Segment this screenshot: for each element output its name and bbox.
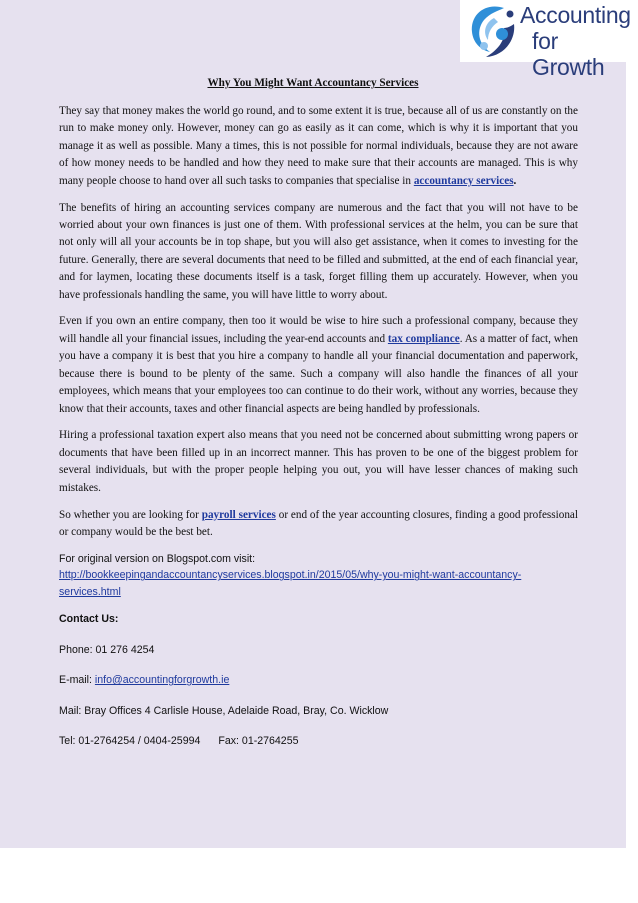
paragraph-5-start: So whether you are looking for — [59, 508, 202, 521]
contact-mail: Mail: Bray Offices 4 Carlisle House, Adelaide Road, Bray, Co. Wicklow — [59, 704, 389, 717]
paragraph-3 — [59, 313, 578, 417]
growth-swirl-icon — [464, 2, 520, 60]
paragraph-4: Hiring a professional taxation expert also means that you need not be concerned about submitting wrong papers or documents that have been filled up in an incorrect manner. This has proven to be one of the biggest problem for several individuals, but with the proper people helping you out, you will have lesser chances of making such mistakes. — [59, 429, 578, 494]
paragraph-2: The benefits of hiring an accounting services company are numerous and the fact that you will not have to be worried about your own finances is just one of them. With professional services at the helm, you can be sure that not only will all your accounts be in top shape, but you will also get assistance, when it comes to investing for the future. Generally, there are several documents that need to be filled and submitted, at the end of each financial year, and for laymen, locating these documents itself is a task, forget filling them up accurately. However, when you have professionals handling the same, you will have little to worry about. — [59, 201, 578, 301]
article-title: Why You Might Want Accountancy Services — [207, 77, 419, 89]
logo-line-2: for Growth — [532, 28, 605, 80]
logo-wordmark — [520, 2, 631, 80]
email-link[interactable]: info@accountingforgrowth.ie — [94, 674, 230, 687]
paragraph-1-text: They say that money makes the world go round, and to some extent it is true, because all of us are constantly on the run to make money only. However, money can go as easily as it can come, which is why it is important that you manage it as well as possible. Many a times, this is not possible for normal individuals, because they are not aware of how money needs to be handled and how they need to make sure that their accounts are managed. This is why many people choose to hand over all such tasks to companies that specialise in — [59, 105, 578, 187]
contact-fax: Fax: 01-2764255 — [218, 734, 299, 747]
contact-tel-fax — [59, 733, 578, 750]
paragraph-5-rest: or end of the year accounting closures, finding a good professional or company would be the best bet. — [59, 508, 578, 538]
contact-heading: Contact Us: — [59, 613, 119, 626]
paragraph-5 — [59, 507, 578, 542]
contact-phone: Phone: 01 276 4254 — [59, 643, 155, 656]
contact-email-line — [59, 672, 578, 689]
source-url-link[interactable]: http://bookkeepingandaccountancyservices.blogspot.in/2015/05/why-you-might-want-accountancy-services.html — [59, 569, 522, 598]
tax-compliance-link[interactable]: tax compliance — [387, 332, 460, 345]
company-logo[interactable] — [460, 0, 631, 80]
payroll-services-link[interactable]: payroll services — [201, 508, 276, 521]
paragraph-3-rest: . As a matter of fact, when you have a company it is best that you hire a company to handle all your financial documentation and paperwork, because there is bound to be plenty of the same. Such a company will also handle the finances of all your employees, which means that your employees too can continue to do their work, without any worries, because they know that their accounts, taxes and other financial aspects are being handled by professionals. — [59, 332, 578, 415]
article-body — [59, 103, 578, 763]
source-and-contact — [59, 551, 578, 751]
paragraph-3-start: Even if you own an entire company, then too it would be wise to hire such a professional company, because they will handle all your financial issues, including the year-end accounts and — [59, 315, 578, 345]
paragraph-1-end: . — [513, 174, 517, 187]
source-block — [59, 551, 578, 601]
logo-line-1: Accounting — [520, 2, 631, 28]
accountancy-services-link[interactable]: accountancy services — [413, 174, 514, 187]
source-label: For original version on Blogspot.com visit: — [59, 552, 256, 565]
paragraph-1 — [59, 103, 578, 190]
contact-tel: Tel: 01-2764254 / 0404-25994 — [59, 734, 201, 747]
email-label: E-mail: — [59, 674, 95, 687]
